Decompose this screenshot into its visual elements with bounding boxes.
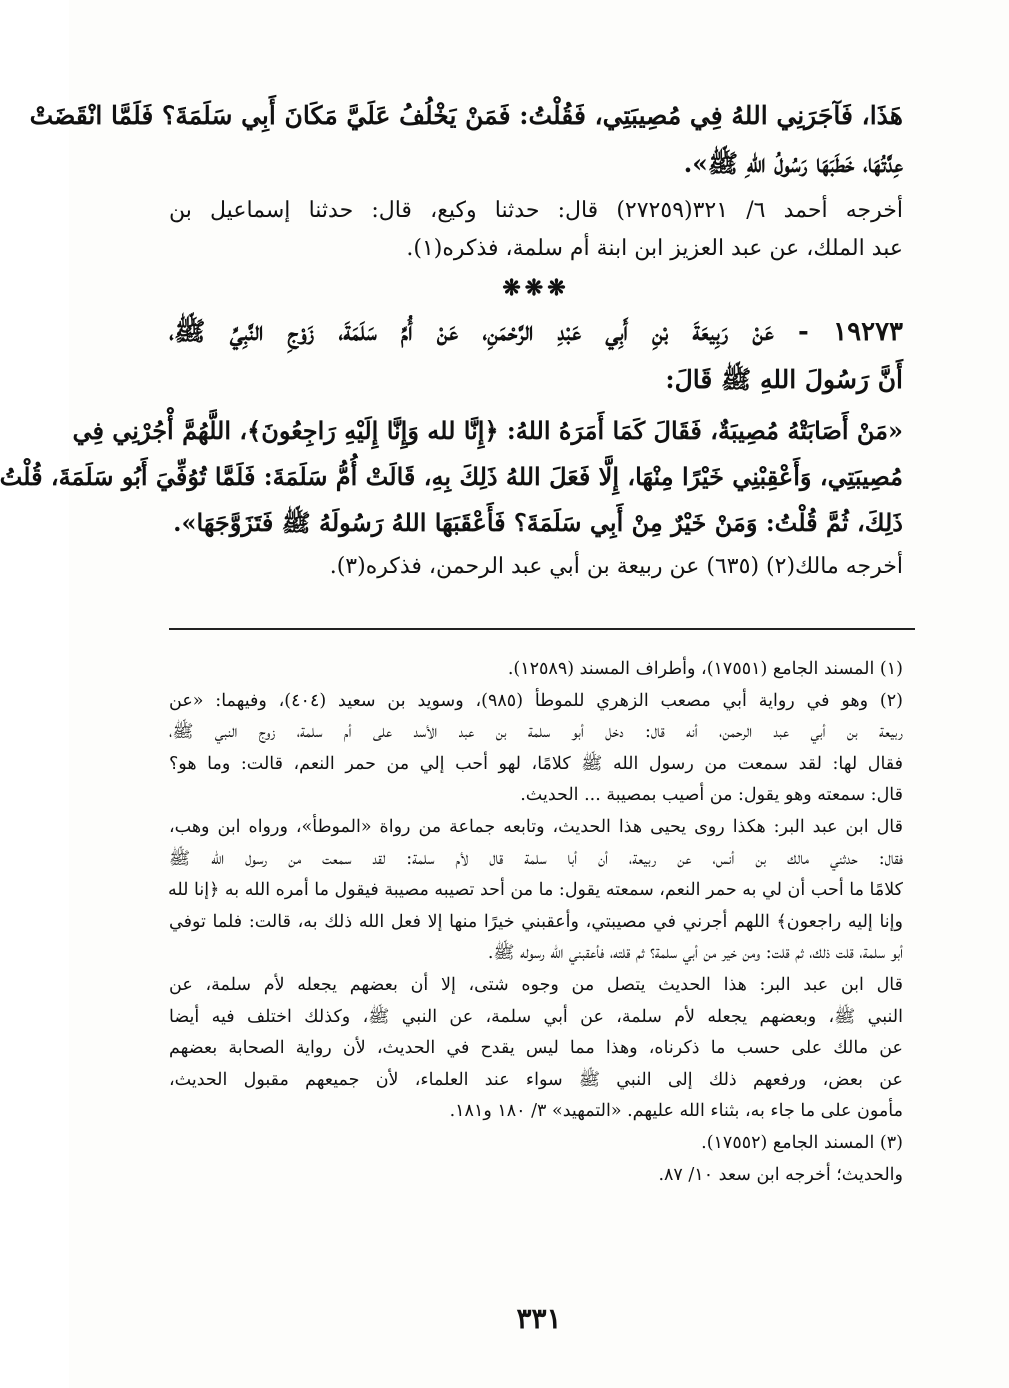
footnote-line: (٢) وهو في رواية أبي مصعب الزهري للموطأ (٩٨٥)، وسويد بن سعيد (٤٠٤)، وفيهما: «عن xyxy=(169,690,903,711)
footnote-line: كلامًا ما أحب أن لي به حمر النعم، سمعته يقول: ما من أحد تصيبه مصيبة فيقول ما أمره الله به ﴿إنا لله xyxy=(167,880,903,901)
hadith-heading-line: أَنَّ رَسُولَ اللهِ ﷺ قَالَ: xyxy=(665,365,903,394)
takhrij-line: أخرجه مالك(٢) (٦٣٥) عن ربيعة بن أبي عبد الرحمن، فذكره(٣). xyxy=(329,554,903,579)
footnote-line: قال ابن عبد البر: هكذا روى يحيى هذا الحديث، وتابعه جماعة من رواة «الموطأ»، ورواه ابن وهب، xyxy=(169,816,903,837)
takhrij-line: أخرجه أحمد ٦/ ٣٢١(٢٧٢٥٩) قال: حدثنا وكيع، قال: حدثنا إسماعيل بن xyxy=(169,198,903,223)
footnote-line: وإنا إليه راجعون﴾ اللهم أجرني في مصيبتي، وأعقبني خيرًا منها إلا فعل الله ذلك به، قالت: فلما توفي xyxy=(169,911,903,932)
body-text-line: هَذَا، فَآجَرَنِي اللهُ فِي مُصِيبَتِي، فَقُلْتُ: فَمَنْ يَخْلُفُ عَلَيَّ مَكَانَ أَبِي سَلَمَةَ؟ فَلَمَّا انْقَضَتْ xyxy=(29,101,903,130)
section-separator-stars: ❋❋❋ xyxy=(502,275,570,301)
footnote-line: فقال لها: لقد سمعت من رسول الله ﷺ كلامًا، لهو أحب إلي من حمر النعم، قالت: وما هو؟ xyxy=(169,753,903,774)
footnote-line: والحديث؛ أخرجه ابن سعد ١٠/ ٨٧. xyxy=(658,1164,903,1185)
footnote-line: ربيعة بن أبي عبد الرحمن، أنه قال: دخل أبو سلمة بن عبد الأسد على أم سلمة، زوج النبي ﷺ، xyxy=(169,722,903,743)
hadith-heading-line: ١٩٢٧٣ - عَنْ رَبِيعَةَ بْنِ أَبِي عَبْدِ الرَّحْمَنِ، عَنْ أُمِّ سَلَمَةَ، زَوْجِ النَّبِيِّ ﷺ، xyxy=(169,317,903,347)
footnote-line: (٣) المسند الجامع (١٧٥٥٢). xyxy=(701,1132,903,1153)
footnote-line: عن بعض، ورفعهم ذلك إلى النبي ﷺ سواء عند العلماء، لأن جميعهم مقبول الحديث، xyxy=(169,1069,903,1090)
footnote-separator xyxy=(169,628,915,630)
footnote-line: أبو سلمة، قلت ذلك، ثم قلت: ومن خير من أبي سلمة؟ ثم قلته، فأعقبني الله رسوله ﷺ. xyxy=(487,943,903,964)
footnote-line: عن مالك على حسب ما ذكرناه، وهذا مما ليس يقدح في الحديث، لأن رواية الصحابة بعضهم xyxy=(169,1038,903,1059)
takhrij-line: عبد الملك، عن عبد العزيز ابن ابنة أم سلمة، فذكره(١). xyxy=(406,236,903,261)
body-text-line: عِدَّتُهَا، خَطَبَهَا رَسُولُ اللهِ ﷺ». xyxy=(683,149,903,178)
footnote-line: (١) المسند الجامع (١٧٥٥١)، وأطراف المسند (١٢٥٨٩). xyxy=(507,659,903,679)
main-text xyxy=(0,92,903,586)
page-number: ٣٣١ xyxy=(516,1302,562,1335)
footnotes xyxy=(169,654,903,1191)
hadith-quote-line: مُصِيبَتِي، وَأَعْقِبْنِي خَيْرًا مِنْهَا، إِلَّا فَعَلَ اللهُ ذَلِكَ بِهِ، قَالَتْ أُمُّ سَلَمَةَ: فَلَمَّا تُوُفِّيَ أَبُو سَلَمَةَ، قُلْتُ xyxy=(0,462,903,491)
footnote-line: النبي ﷺ، وبعضهم يجعله لأم سلمة، عن أبي سلمة، عن النبي ﷺ، وكذلك اختلف فيه أيضا xyxy=(169,1006,903,1027)
hadith-quote-line: «مَنْ أَصَابَتْهُ مُصِيبَةٌ، فَقَالَ كَمَا أَمَرَهُ اللهُ: ﴿إِنَّا لله وَإِنَّا إِلَيْهِ رَاجِعُونَ﴾، اللَّهُمَّ أْجُرْنِي فِي xyxy=(72,416,903,445)
footnote-line: فقال: حدثني مالك بن أنس، عن ربيعة، أن أبا سلمة قال لأم سلمة: لقد سمعت من رسول الله ﷺ xyxy=(169,848,903,869)
footnote-line: قال ابن عبد البر: هذا الحديث يتصل من وجوه شتى، إلا أن بعضهم يجعله لأم سلمة، عن xyxy=(169,974,903,995)
hadith-quote-line: ذَلِكَ، ثُمَّ قُلْتُ: وَمَنْ خَيْرٌ مِنْ أَبِي سَلَمَةَ؟ فَأَعْقَبَهَا اللهُ رَسُولَهُ ﷺ فَتَزَوَّجَهَا». xyxy=(173,508,903,537)
footnote-line: قال: سمعته وهو يقول: من أصيب بمصيبة ... الحديث. xyxy=(520,785,903,806)
footnote-line: مأمون على ما جاء به، بثناء الله عليهم. «التمهيد» ٣/ ١٨٠ و١٨١. xyxy=(449,1101,903,1122)
